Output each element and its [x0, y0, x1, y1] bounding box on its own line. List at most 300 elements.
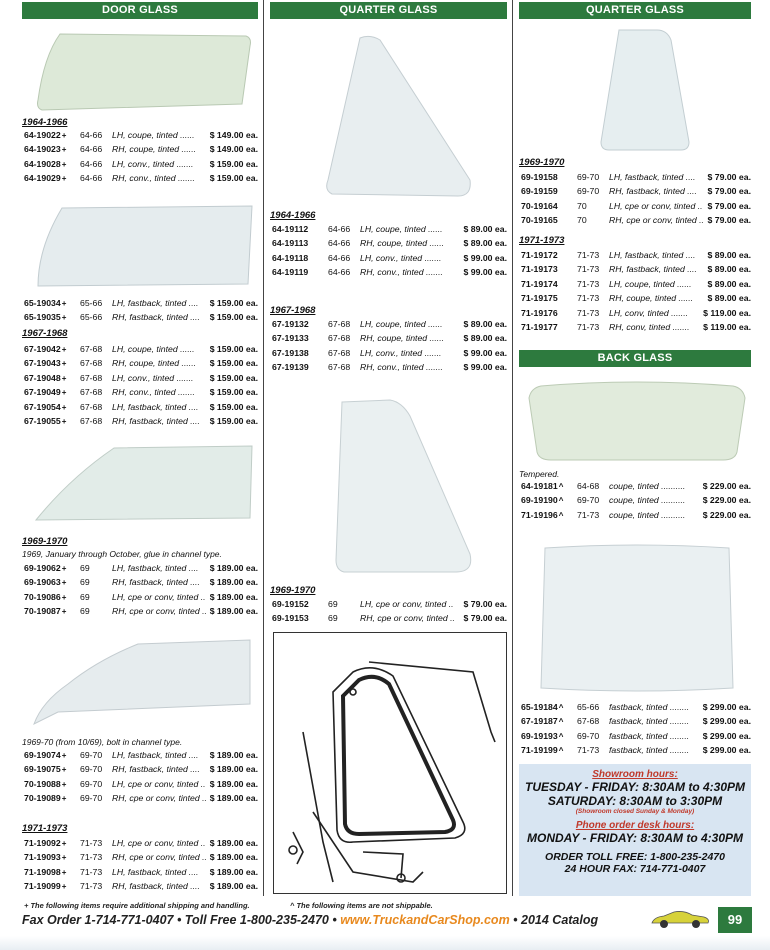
part-number: 69-19193^	[521, 731, 564, 742]
year-heading: 1964-1966	[22, 117, 68, 128]
price: $ 189.00 ea.	[209, 779, 258, 790]
price: $ 299.00 ea.	[702, 744, 751, 755]
part-number: 67-19132	[272, 319, 309, 329]
model-years: 64-66	[80, 143, 103, 154]
part-row	[519, 715, 751, 728]
shipping-symbol: +	[61, 606, 67, 616]
model-years: 67-68	[328, 319, 351, 329]
shipping-symbol: ^	[558, 716, 564, 726]
shipping-symbol: +	[61, 417, 67, 426]
part-number: 67-19049+	[24, 386, 67, 397]
part-row	[519, 509, 751, 522]
part-description: coupe, tinted ..........	[609, 494, 686, 505]
part-description: LH, conv., tinted .......	[112, 159, 194, 170]
model-years: 69-70	[577, 185, 600, 196]
part-number: 71-19098+	[24, 867, 67, 878]
part-row	[519, 263, 751, 276]
year-heading: 1967-1968	[22, 328, 68, 339]
part-row	[270, 361, 507, 374]
hours-info-box	[519, 764, 751, 896]
shipping-symbol: +	[61, 312, 67, 322]
model-years: 67-68	[328, 332, 351, 343]
showroom-closed-note: (Showroom closed Sunday & Monday)	[575, 808, 695, 815]
part-description: RH, coupe, tinted ......	[360, 332, 445, 343]
part-row	[22, 158, 258, 171]
model-years: 71-73	[577, 279, 600, 290]
page-bottom-band	[0, 936, 770, 950]
price: $ 89.00 ea.	[707, 250, 751, 260]
price: $ 229.00 ea.	[702, 481, 751, 491]
part-number: 70-19089+	[24, 792, 67, 803]
part-number: 64-19028+	[24, 159, 67, 170]
price: $ 99.00 ea.	[463, 348, 507, 359]
part-description: LH, coupe, tinted ......	[360, 319, 443, 329]
part-description: LH, conv, tinted .......	[609, 308, 689, 319]
part-description: fastback, tinted ........	[609, 744, 690, 755]
part-row	[22, 605, 258, 618]
model-years: 67-68	[328, 361, 351, 372]
price: $ 159.00 ea.	[209, 159, 258, 170]
model-years: 65-66	[80, 298, 103, 308]
section-header-quarter-glass: QUARTER GLASS	[270, 2, 507, 19]
part-description: RH, fastback, tinted ....	[609, 263, 697, 274]
quarter-back-glass-column	[519, 0, 751, 900]
part-row	[270, 318, 507, 331]
price: $ 299.00 ea.	[702, 702, 751, 712]
part-row	[22, 837, 258, 850]
price: $ 159.00 ea.	[209, 402, 258, 413]
price: $ 99.00 ea.	[463, 253, 507, 264]
model-years: 70	[577, 214, 587, 225]
part-description: LH, cpe or conv, tinted ..	[112, 779, 206, 790]
part-number: 71-19092+	[24, 838, 67, 848]
part-number: 70-19165	[521, 214, 558, 225]
model-years: 69	[80, 563, 90, 573]
part-row	[22, 851, 258, 864]
model-years: 69	[328, 599, 338, 609]
door-glass-image	[30, 438, 254, 524]
part-description: LH, cpe or conv, tinted ..	[112, 592, 206, 603]
model-years: 69	[80, 592, 90, 603]
part-description: RH, conv., tinted .......	[112, 386, 195, 397]
part-number: 69-19063+	[24, 576, 67, 587]
model-years: 69	[80, 576, 90, 587]
part-number: 69-19158	[521, 172, 558, 182]
part-number: 67-19055+	[24, 416, 67, 426]
section-header-quarter-glass: QUARTER GLASS	[519, 2, 751, 19]
phone-hours: MONDAY - FRIDAY: 8:30AM to 4:30PM	[526, 831, 744, 845]
shipping-symbol: +	[61, 868, 67, 878]
part-row	[519, 480, 751, 493]
model-years: 69-70	[80, 750, 103, 760]
fax-number: 24 HOUR FAX: 714-771-0407	[564, 863, 706, 875]
part-number: 69-19153	[272, 612, 309, 623]
shipping-symbol: +	[61, 299, 67, 308]
shipping-symbol: ^	[558, 495, 564, 505]
part-number: 64-19113	[272, 237, 309, 248]
part-row	[270, 223, 507, 236]
part-row	[22, 172, 258, 185]
price: $ 189.00 ea.	[209, 576, 258, 587]
part-row	[22, 880, 258, 893]
model-years: 67-68	[80, 373, 103, 384]
part-description: coupe, tinted ..........	[609, 510, 686, 521]
part-number: 71-19174	[521, 279, 558, 290]
model-years: 64-66	[328, 253, 351, 264]
back-glass-image	[523, 380, 751, 464]
part-row	[22, 386, 258, 399]
part-description: RH, cpe or conv, tinted ..	[112, 605, 207, 616]
part-row	[519, 494, 751, 507]
model-years: 69-70	[80, 779, 103, 790]
part-description: RH, conv, tinted .......	[609, 322, 690, 332]
phone-hours-title: Phone order desk hours:	[575, 820, 695, 831]
part-description: LH, fastback, tinted ....	[609, 250, 696, 260]
part-number: 71-19172	[521, 250, 558, 260]
price: $ 159.00 ea.	[209, 386, 258, 397]
part-description: RH, coupe, tinted ......	[112, 143, 197, 154]
shipping-symbol: +	[61, 564, 67, 573]
part-row	[519, 307, 751, 320]
model-years: 69-70	[80, 792, 103, 803]
part-description: RH, cpe or conv, tinted ..	[112, 851, 207, 862]
part-row	[22, 792, 258, 805]
shipping-symbol: +	[61, 173, 67, 183]
price: $ 189.00 ea.	[209, 880, 258, 891]
car-logo-icon	[648, 907, 712, 931]
website-link[interactable]: www.TruckandCarShop.com	[340, 913, 510, 927]
model-years: 67-68	[328, 348, 351, 359]
part-description: LH, coupe, tinted ......	[360, 224, 443, 234]
quarter-window-assembly-diagram	[273, 632, 507, 894]
part-row	[270, 332, 507, 345]
year-heading: 1971-1973	[22, 823, 68, 834]
note: 1969-70 (from 10/69), bolt in channel type.	[22, 737, 183, 747]
year-heading: 1964-1966	[270, 210, 316, 221]
model-years: 71-73	[80, 838, 103, 848]
model-years: 70	[577, 201, 587, 212]
price: $ 99.00 ea.	[463, 266, 507, 277]
shipping-symbol: +	[61, 144, 67, 154]
shipping-symbol: +	[61, 793, 67, 803]
part-row	[22, 591, 258, 604]
part-row	[519, 249, 751, 262]
part-description: LH, cpe or conv, tinted ..	[112, 838, 206, 848]
part-description: LH, conv., tinted .......	[112, 373, 194, 384]
footer-contact: Fax Order 1-714-771-0407 • Toll Free 1-800-235-2470 •	[22, 913, 341, 927]
model-years: 67-68	[80, 344, 103, 354]
price: $ 299.00 ea.	[702, 731, 751, 742]
part-row	[22, 143, 258, 156]
part-number: 67-19139	[272, 361, 309, 372]
price: $ 89.00 ea.	[463, 332, 507, 343]
part-description: LH, conv., tinted .......	[360, 348, 442, 359]
price: $ 159.00 ea.	[209, 416, 258, 426]
price: $ 159.00 ea.	[209, 311, 258, 322]
part-description: RH, cpe or conv, tinted ..	[609, 214, 704, 225]
part-description: LH, cpe or conv, tinted ..	[360, 599, 454, 609]
shipping-symbol: +	[61, 881, 67, 891]
part-row	[22, 311, 258, 324]
part-description: fastback, tinted ........	[609, 715, 690, 726]
model-years: 71-73	[80, 851, 103, 862]
part-description: fastback, tinted ........	[609, 702, 690, 712]
part-number: 71-19093+	[24, 851, 67, 862]
part-number: 71-19175	[521, 292, 558, 303]
price: $ 189.00 ea.	[209, 605, 258, 616]
model-years: 69	[80, 605, 90, 616]
part-description: RH, fastback, tinted ....	[112, 416, 200, 426]
price: $ 119.00 ea.	[703, 322, 751, 332]
shipping-symbol: +	[61, 131, 67, 140]
price: $ 79.00 ea.	[707, 214, 751, 225]
shipping-symbol: ^	[558, 732, 564, 742]
shipping-symbol: +	[61, 852, 67, 862]
model-years: 71-73	[577, 308, 600, 319]
price: $ 89.00 ea.	[707, 279, 751, 290]
price: $ 159.00 ea.	[209, 357, 258, 368]
part-row	[519, 185, 751, 198]
price: $ 89.00 ea.	[463, 237, 507, 248]
part-number: 65-19035+	[24, 311, 67, 322]
part-description: LH, coupe, tinted ......	[609, 279, 692, 290]
part-row	[519, 278, 751, 291]
part-row	[270, 347, 507, 360]
price: $ 149.00 ea.	[209, 143, 258, 154]
part-description: LH, coupe, tinted ......	[112, 130, 195, 140]
part-description: LH, fastback, tinted ....	[112, 750, 199, 760]
quarter-glass-image	[320, 30, 480, 202]
part-row	[519, 214, 751, 227]
price: $ 99.00 ea.	[463, 361, 507, 372]
price: $ 189.00 ea.	[209, 563, 258, 573]
showroom-weekday-hours: TUESDAY - FRIDAY: 8:30AM to 4:30PM	[524, 780, 746, 794]
part-number: 67-19138	[272, 348, 309, 359]
model-years: 64-66	[328, 237, 351, 248]
part-number: 67-19054+	[24, 402, 67, 413]
part-row	[22, 401, 258, 414]
part-row	[519, 730, 751, 743]
model-years: 71-73	[577, 263, 600, 274]
part-number: 65-19184^	[521, 702, 564, 712]
model-years: 64-68	[577, 481, 600, 491]
part-number: 70-19088+	[24, 779, 67, 790]
part-row	[22, 343, 258, 356]
price: $ 79.00 ea.	[463, 612, 507, 623]
part-number: 71-19099+	[24, 880, 67, 891]
part-description: fastback, tinted ........	[609, 731, 690, 742]
shipping-symbol: +	[61, 160, 67, 170]
part-row	[22, 749, 258, 762]
model-years: 71-73	[577, 744, 600, 755]
shipping-symbol: ^	[558, 482, 564, 491]
shipping-symbol: +	[61, 358, 67, 368]
part-number: 69-19152	[272, 599, 309, 609]
part-number: 71-19173	[521, 263, 558, 274]
door-glass-image	[32, 26, 254, 116]
part-description: LH, fastback, tinted ....	[112, 563, 199, 573]
part-number: 71-19176	[521, 308, 558, 319]
part-number: 67-19043+	[24, 357, 67, 368]
part-row	[519, 744, 751, 757]
price: $ 79.00 ea.	[707, 201, 751, 212]
part-number: 65-19034+	[24, 298, 67, 308]
footnote-not-shippable: ^ The following items are not shippable.	[290, 901, 433, 910]
part-number: 69-19074+	[24, 750, 67, 760]
price: $ 229.00 ea.	[702, 510, 751, 521]
part-description: RH, fastback, tinted ....	[609, 185, 697, 196]
part-description: LH, conv., tinted .......	[360, 253, 442, 264]
part-description: RH, coupe, tinted ......	[609, 292, 694, 303]
quarter-glass-image	[597, 26, 697, 154]
page-footer	[22, 913, 598, 927]
part-row	[519, 171, 751, 184]
price: $ 159.00 ea.	[209, 172, 258, 183]
part-description: RH, fastback, tinted ....	[112, 576, 200, 587]
year-heading: 1969-1970	[270, 585, 316, 596]
door-glass-image	[28, 632, 254, 730]
price: $ 189.00 ea.	[209, 792, 258, 803]
price: $ 89.00 ea.	[463, 319, 507, 329]
part-row	[519, 292, 751, 305]
price: $ 79.00 ea.	[707, 172, 751, 182]
shipping-symbol: +	[61, 839, 67, 848]
part-description: LH, fastback, tinted ....	[112, 867, 199, 878]
part-row	[22, 297, 258, 310]
price: $ 159.00 ea.	[209, 298, 258, 308]
part-number: 71-19196^	[521, 510, 564, 521]
part-number: 64-19112	[272, 224, 309, 234]
part-row	[22, 372, 258, 385]
model-years: 71-73	[80, 867, 103, 878]
model-years: 64-66	[80, 130, 103, 140]
shipping-symbol: +	[61, 374, 67, 384]
part-row	[270, 612, 507, 625]
shipping-symbol: +	[61, 403, 67, 413]
price: $ 89.00 ea.	[707, 263, 751, 274]
toll-free-number: ORDER TOLL FREE: 1-800-235-2470	[545, 851, 725, 863]
part-description: LH, coupe, tinted ......	[112, 344, 195, 354]
section-header-door-glass: DOOR GLASS	[22, 2, 258, 19]
year-heading: 1969-1970	[519, 157, 565, 168]
model-years: 64-66	[80, 159, 103, 170]
door-glass-image	[32, 198, 254, 290]
section-header-back-glass: BACK GLASS	[519, 350, 751, 367]
year-heading: 1967-1968	[270, 305, 316, 316]
shipping-symbol: +	[61, 577, 67, 587]
note: Tempered.	[519, 469, 560, 479]
year-heading: 1971-1973	[519, 235, 565, 246]
price: $ 189.00 ea.	[209, 750, 258, 760]
column-divider	[263, 0, 264, 896]
part-description: RH, fastback, tinted ....	[112, 763, 200, 774]
shipping-symbol: ^	[558, 511, 564, 521]
part-description: RH, conv., tinted .......	[360, 361, 443, 372]
part-description: RH, fastback, tinted ....	[112, 880, 200, 891]
model-years: 71-73	[577, 250, 600, 260]
model-years: 67-68	[80, 357, 103, 368]
part-row	[22, 562, 258, 575]
price: $ 189.00 ea.	[209, 838, 258, 848]
back-glass-image	[537, 542, 737, 696]
price: $ 159.00 ea.	[209, 344, 258, 354]
part-description: RH, conv., tinted .......	[360, 266, 443, 277]
part-description: LH, cpe or conv, tinted ..	[609, 201, 703, 212]
part-description: LH, fastback, tinted ....	[609, 172, 696, 182]
part-row	[270, 237, 507, 250]
shipping-symbol: ^	[558, 703, 564, 712]
part-number: 70-19164	[521, 201, 558, 212]
model-years: 71-73	[577, 510, 600, 521]
note: 1969, January through October, glue in channel type.	[22, 549, 222, 559]
model-years: 69-70	[577, 172, 600, 182]
part-number: 67-19048+	[24, 373, 67, 384]
model-years: 69	[328, 612, 338, 623]
part-description: RH, cpe or conv, tinted ..	[112, 792, 207, 803]
shipping-symbol: +	[61, 780, 67, 790]
model-years: 65-66	[577, 702, 600, 712]
model-years: 64-66	[80, 172, 103, 183]
part-description: RH, fastback, tinted ....	[112, 311, 200, 322]
price: $ 189.00 ea.	[209, 851, 258, 862]
part-number: 71-19177	[521, 322, 558, 332]
model-years: 69-70	[577, 731, 600, 742]
model-years: 69-70	[577, 494, 600, 505]
price: $ 79.00 ea.	[707, 185, 751, 196]
part-number: 67-19187^	[521, 715, 564, 726]
quarter-glass-column	[270, 0, 507, 900]
part-row	[270, 252, 507, 265]
model-years: 67-68	[80, 416, 103, 426]
column-divider	[512, 0, 513, 896]
price: $ 89.00 ea.	[463, 224, 507, 234]
page-number: 99	[718, 907, 752, 933]
part-number: 69-19062+	[24, 563, 67, 573]
shipping-symbol: ^	[558, 745, 564, 755]
model-years: 67-68	[577, 715, 600, 726]
price: $ 159.00 ea.	[209, 373, 258, 384]
shipping-symbol: +	[61, 751, 67, 760]
model-years: 64-66	[328, 224, 351, 234]
shipping-symbol: +	[61, 387, 67, 397]
price: $ 119.00 ea.	[703, 308, 751, 319]
model-years: 67-68	[80, 402, 103, 413]
year-heading: 1969-1970	[22, 536, 68, 547]
part-row	[519, 701, 751, 714]
part-number: 69-19190^	[521, 494, 564, 505]
part-number: 67-19042+	[24, 344, 67, 354]
shipping-symbol: +	[61, 764, 67, 774]
quarter-glass-image	[330, 394, 480, 580]
part-description: RH, coupe, tinted ......	[112, 357, 197, 368]
part-number: 67-19133	[272, 332, 309, 343]
price: $ 299.00 ea.	[702, 715, 751, 726]
showroom-saturday-hours: SATURDAY: 8:30AM to 3:30PM	[547, 794, 723, 808]
part-number: 64-19029+	[24, 172, 67, 183]
model-years: 71-73	[577, 292, 600, 303]
shipping-symbol: +	[61, 345, 67, 354]
part-description: RH, conv., tinted .......	[112, 172, 195, 183]
footnote-shipping: + The following items require additional shipping and handling.	[24, 901, 250, 910]
part-number: 64-19023+	[24, 143, 67, 154]
part-row	[22, 129, 258, 142]
door-glass-column	[22, 0, 258, 900]
part-number: 70-19086+	[24, 592, 67, 603]
part-row	[519, 200, 751, 213]
part-description: LH, fastback, tinted ....	[112, 402, 199, 413]
price: $ 89.00 ea.	[707, 292, 751, 303]
part-row	[22, 415, 258, 428]
